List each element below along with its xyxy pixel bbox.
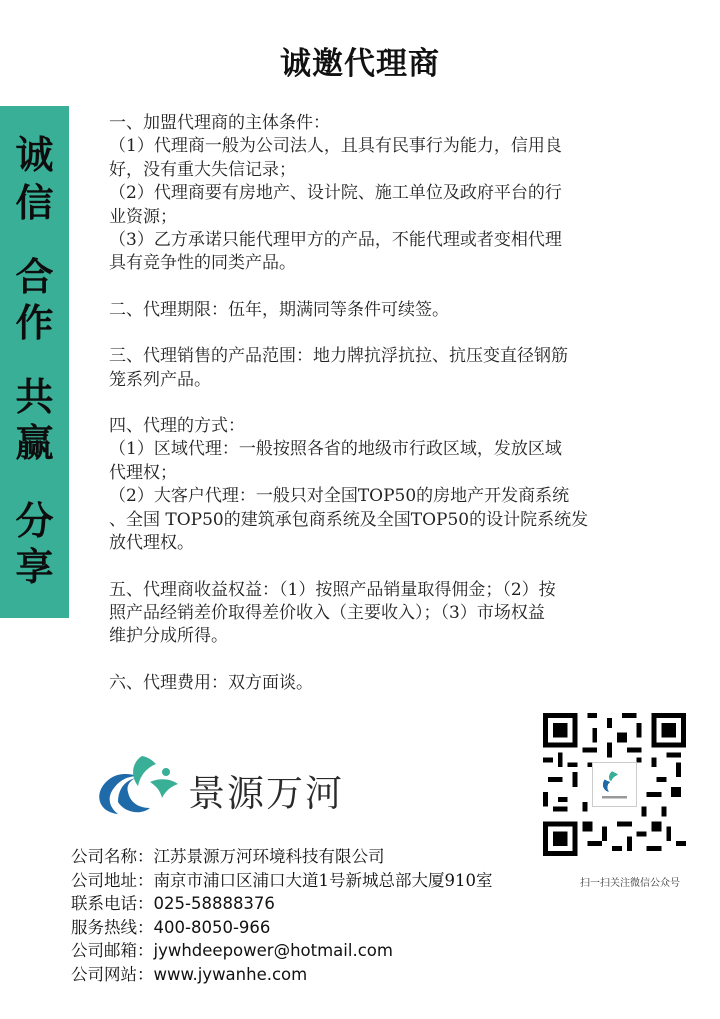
terms-line: 维护分成所得。 xyxy=(109,626,228,647)
terms-line: 三、代理销售的产品范围：地力牌抗浮抗拉、抗压变直径钢筋 xyxy=(109,346,568,367)
company-email-row xyxy=(71,939,493,963)
company-info xyxy=(71,845,493,986)
terms-line: （1）代理商一般为公司法人，且具有民事行为能力，信用良 xyxy=(109,136,562,157)
terms-line: （2）大客户代理：一般只对全国TOP50的房地产开发商系统 xyxy=(109,486,570,507)
company-phone-row xyxy=(71,892,493,916)
company-hotline[interactable]: 400-8050-966 xyxy=(153,917,271,937)
terms-line: 业资源； xyxy=(109,206,177,227)
spacer xyxy=(109,649,639,672)
terms-line: （2）代理商要有房地产、设计院、施工单位及政府平台的行 xyxy=(109,183,562,204)
spacer xyxy=(109,276,639,299)
spacer xyxy=(109,392,639,415)
slogan-sidebar xyxy=(0,106,69,618)
info-label: 公司名称： xyxy=(71,847,154,866)
slogan-char: 作 xyxy=(15,300,54,345)
company-name: 江苏景源万河环境科技有限公司 xyxy=(153,847,385,866)
terms-line: 放代理权。 xyxy=(109,533,194,554)
terms-line: 四、代理的方式： xyxy=(109,416,245,437)
slogan-char: 赢 xyxy=(15,420,54,465)
company-name-row xyxy=(71,845,493,869)
company-website-row xyxy=(71,963,493,987)
company-address: 南京市浦口区浦口大道1号新城总部大厦910室 xyxy=(153,870,493,890)
terms-line: （1）区域代理：一般按照各省的地级市行政区域，发放区域 xyxy=(109,439,562,460)
spacer xyxy=(109,322,639,345)
slogan-char: 享 xyxy=(15,544,54,589)
slogan-char: 合 xyxy=(15,254,54,299)
terms-line: 代理权； xyxy=(109,462,177,483)
terms-line: （3）乙方承诺只能代理甲方的产品，不能代理或者变相代理 xyxy=(109,230,562,251)
terms-line: 二、代理期限：伍年，期满同等条件可续签。 xyxy=(109,299,449,320)
company-address-row xyxy=(71,869,493,893)
info-label: 公司地址： xyxy=(71,870,154,890)
slogan-char: 共 xyxy=(15,374,54,419)
info-label: 服务热线： xyxy=(71,917,154,937)
slogan-char: 信 xyxy=(15,180,54,225)
page-title: 诚邀代理商 xyxy=(280,46,440,82)
slogan-char: 诚 xyxy=(15,132,54,177)
company-website-link[interactable]: www.jywanhe.com xyxy=(153,964,308,984)
terms-line: 六、代理费用：双方面谈。 xyxy=(109,672,313,693)
terms-line: 照产品经销差价取得差价收入（主要收入）；（3）市场权益 xyxy=(109,602,545,623)
company-phone[interactable]: 025-58888376 xyxy=(153,894,275,913)
agent-terms xyxy=(109,112,639,695)
spacer xyxy=(109,556,639,579)
info-label: 公司网站： xyxy=(71,964,154,984)
wechat-qr-code-icon[interactable] xyxy=(543,713,686,856)
qr-caption: 扫一扫关注微信公众号 xyxy=(580,878,680,889)
terms-line: 好，没有重大失信记录； xyxy=(109,159,296,180)
company-hotline-row xyxy=(71,916,493,940)
terms-line: 、全国 TOP50的建筑承包商系统及全国TOP50的设计院系统发 xyxy=(109,509,589,530)
info-label: 公司邮箱： xyxy=(71,941,154,960)
terms-line: 五、代理商收益权益：（1）按照产品销量取得佣金；（2）按 xyxy=(109,579,556,600)
terms-line: 具有竞争性的同类产品。 xyxy=(109,253,296,274)
company-email-link[interactable]: jywhdeepower@hotmail.com xyxy=(153,941,393,960)
slogan-char: 分 xyxy=(15,498,54,543)
info-label: 联系电话： xyxy=(71,894,154,913)
terms-line: 一、加盟代理商的主体条件： xyxy=(109,113,330,133)
terms-line: 笼系列产品。 xyxy=(109,369,211,390)
brand-name: 景源万河 xyxy=(188,772,344,815)
